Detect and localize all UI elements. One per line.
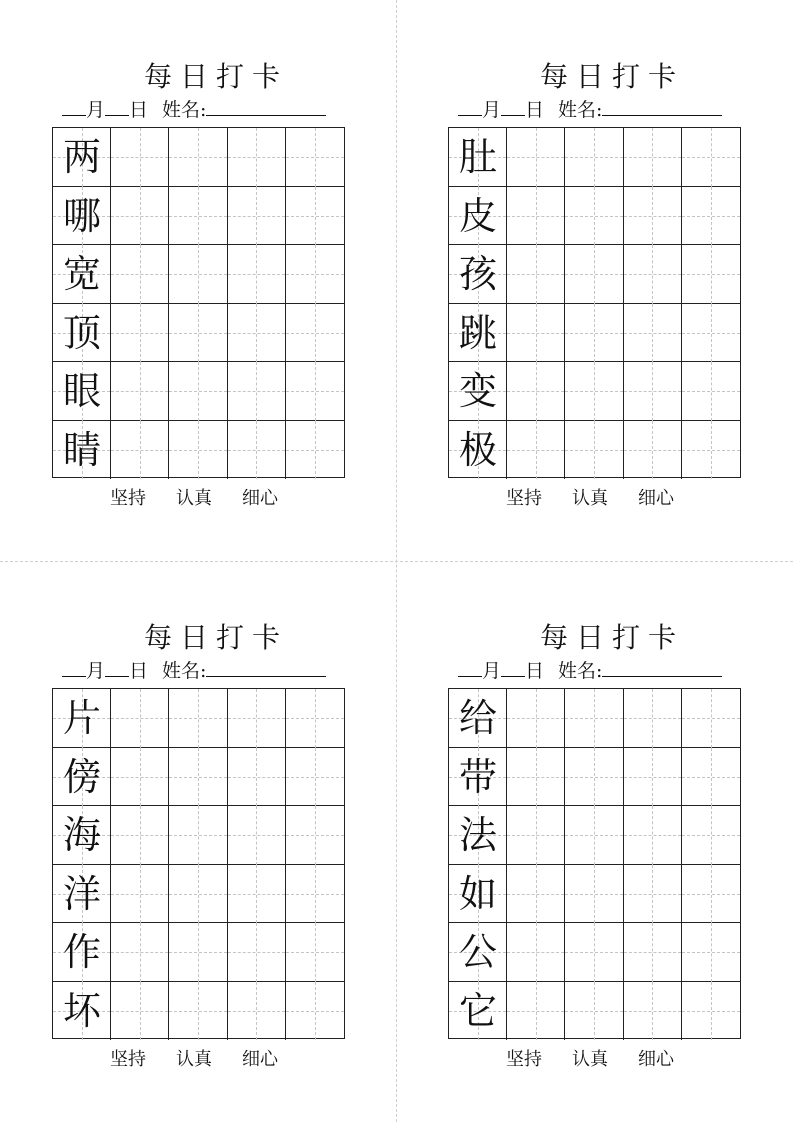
grid-cell[interactable]: [507, 187, 565, 246]
grid-row: [53, 304, 344, 363]
model-character: 洋: [62, 871, 101, 916]
tian-grid: [448, 688, 741, 1039]
grid-cell[interactable]: [169, 689, 227, 748]
grid-cell[interactable]: [624, 362, 682, 421]
grid-cell[interactable]: [507, 128, 565, 187]
grid-cell[interactable]: [286, 982, 344, 1041]
name-blank[interactable]: [602, 659, 722, 677]
model-character: 傍: [62, 754, 101, 799]
grid-cell[interactable]: [286, 187, 344, 246]
grid-cell[interactable]: [228, 982, 286, 1041]
grid-cell: [53, 128, 111, 187]
day-blank[interactable]: [105, 659, 129, 677]
grid-cell[interactable]: [228, 187, 286, 246]
grid-cell[interactable]: [565, 806, 623, 865]
grid-cell[interactable]: [682, 421, 740, 480]
grid-cell[interactable]: [228, 245, 286, 304]
grid-cell[interactable]: [507, 865, 565, 924]
grid-row: [449, 304, 740, 363]
grid-row: [53, 806, 344, 865]
grid-cell[interactable]: [624, 865, 682, 924]
grid-row: [53, 128, 344, 187]
grid-cell[interactable]: [624, 689, 682, 748]
model-character: 海: [62, 813, 101, 857]
motto-word: 坚持: [110, 1049, 146, 1070]
grid-cell[interactable]: [228, 421, 286, 480]
grid-row: [53, 748, 344, 807]
grid-cell[interactable]: [507, 421, 565, 480]
grid-cell[interactable]: [169, 806, 227, 865]
grid-cell[interactable]: [507, 923, 565, 982]
model-character: 宽: [62, 252, 101, 296]
grid-cell: [449, 421, 507, 480]
grid-cell[interactable]: [682, 128, 740, 187]
grid-cell[interactable]: [169, 923, 227, 982]
grid-cell[interactable]: [624, 245, 682, 304]
day-label: 日: [525, 660, 545, 682]
grid-cell[interactable]: [228, 362, 286, 421]
model-character: 作: [62, 930, 101, 974]
grid-cell[interactable]: [286, 362, 344, 421]
date-name-line: [62, 659, 354, 683]
tian-grid: [52, 688, 345, 1039]
grid-row: [53, 865, 344, 924]
motto-word: 细心: [638, 1049, 674, 1070]
model-character: 跳: [458, 310, 497, 355]
grid-cell[interactable]: [507, 689, 565, 748]
grid-row: [449, 362, 740, 421]
grid-cell[interactable]: [682, 748, 740, 807]
model-character: 如: [458, 871, 497, 916]
grid-cell[interactable]: [507, 362, 565, 421]
grid-cell: [53, 421, 111, 480]
grid-cell: [53, 362, 111, 421]
month-label: 月: [86, 660, 106, 682]
grid-row: [53, 245, 344, 304]
grid-cell[interactable]: [228, 304, 286, 363]
model-character: 顶: [62, 310, 101, 355]
grid-cell[interactable]: [682, 806, 740, 865]
model-character: 肚: [458, 135, 497, 179]
grid-cell[interactable]: [286, 748, 344, 807]
grid-cell: [449, 304, 507, 363]
motto-word: 坚持: [110, 488, 146, 509]
grid-cell[interactable]: [228, 806, 286, 865]
grid-cell[interactable]: [682, 865, 740, 924]
grid-cell[interactable]: [565, 187, 623, 246]
model-character: 极: [458, 427, 497, 472]
card-title: 每日打卡: [143, 60, 288, 93]
date-name-line: [62, 98, 354, 122]
grid-cell[interactable]: [286, 923, 344, 982]
grid-cell: [53, 304, 111, 363]
grid-cell: [449, 362, 507, 421]
grid-row: [53, 187, 344, 246]
model-character: 两: [62, 135, 101, 179]
grid-row: [449, 128, 740, 187]
grid-cell[interactable]: [111, 689, 169, 748]
grid-row: [449, 865, 740, 924]
grid-row: [53, 362, 344, 421]
model-character: 坏: [62, 988, 101, 1033]
day-blank[interactable]: [105, 98, 129, 116]
grid-cell[interactable]: [169, 865, 227, 924]
grid-cell[interactable]: [565, 982, 623, 1041]
cut-line-horizontal: [0, 561, 793, 562]
grid-cell[interactable]: [286, 245, 344, 304]
grid-cell[interactable]: [565, 689, 623, 748]
day-blank[interactable]: [501, 659, 525, 677]
motto-word: 细心: [242, 488, 278, 509]
grid-row: [53, 923, 344, 982]
grid-cell[interactable]: [624, 128, 682, 187]
grid-cell[interactable]: [682, 304, 740, 363]
grid-row: [449, 689, 740, 748]
grid-cell: [449, 689, 507, 748]
model-character: 哪: [62, 193, 101, 238]
grid-cell[interactable]: [565, 304, 623, 363]
grid-cell[interactable]: [111, 128, 169, 187]
grid-cell[interactable]: [507, 304, 565, 363]
motto-word: 认真: [176, 1049, 212, 1070]
grid-cell[interactable]: [111, 304, 169, 363]
name-label: 姓名:: [162, 99, 207, 121]
grid-cell[interactable]: [169, 748, 227, 807]
name-blank[interactable]: [602, 98, 722, 116]
day-label: 日: [129, 660, 149, 682]
name-label: 姓名:: [558, 99, 603, 121]
day-blank[interactable]: [501, 98, 525, 116]
model-character: 它: [458, 988, 497, 1033]
grid-cell: [449, 187, 507, 246]
tian-grid: [448, 127, 741, 478]
grid-cell: [449, 748, 507, 807]
grid-cell[interactable]: [682, 362, 740, 421]
grid-cell[interactable]: [286, 421, 344, 480]
grid-cell[interactable]: [565, 128, 623, 187]
grid-cell: [449, 982, 507, 1041]
grid-cell: [53, 806, 111, 865]
grid-cell[interactable]: [682, 245, 740, 304]
name-label: 姓名:: [162, 660, 207, 682]
grid-cell[interactable]: [507, 748, 565, 807]
day-label: 日: [129, 99, 149, 121]
grid-cell: [53, 689, 111, 748]
grid-cell[interactable]: [624, 982, 682, 1041]
grid-cell[interactable]: [286, 128, 344, 187]
grid-cell[interactable]: [111, 245, 169, 304]
model-character: 眼: [62, 369, 101, 413]
grid-cell[interactable]: [169, 982, 227, 1041]
motto-word: 细心: [242, 1049, 278, 1070]
grid-cell: [449, 128, 507, 187]
grid-cell: [449, 923, 507, 982]
grid-cell[interactable]: [286, 304, 344, 363]
motto-word: 细心: [638, 488, 674, 509]
grid-cell[interactable]: [228, 748, 286, 807]
date-name-line: [458, 659, 750, 683]
month-label: 月: [482, 99, 502, 121]
grid-cell: [449, 806, 507, 865]
grid-cell[interactable]: [682, 923, 740, 982]
grid-row: [53, 689, 344, 748]
grid-row: [449, 923, 740, 982]
month-blank[interactable]: [458, 98, 482, 116]
grid-cell[interactable]: [624, 187, 682, 246]
card-title: 每日打卡: [539, 621, 684, 654]
grid-row: [449, 982, 740, 1041]
grid-cell[interactable]: [111, 806, 169, 865]
grid-cell: [449, 245, 507, 304]
grid-row: [449, 806, 740, 865]
model-character: 法: [458, 813, 497, 857]
month-blank[interactable]: [458, 659, 482, 677]
grid-cell[interactable]: [286, 806, 344, 865]
grid-cell[interactable]: [624, 923, 682, 982]
motto-word: 认真: [176, 488, 212, 509]
grid-cell[interactable]: [169, 128, 227, 187]
month-label: 月: [86, 99, 106, 121]
model-character: 片: [62, 696, 101, 740]
grid-cell[interactable]: [169, 362, 227, 421]
grid-cell: [53, 982, 111, 1041]
grid-cell[interactable]: [565, 865, 623, 924]
card-title: 每日打卡: [539, 60, 684, 93]
model-character: 给: [458, 696, 497, 740]
grid-cell: [53, 865, 111, 924]
grid-cell: [53, 748, 111, 807]
grid-row: [449, 421, 740, 480]
grid-cell[interactable]: [682, 982, 740, 1041]
grid-cell[interactable]: [286, 865, 344, 924]
grid-cell[interactable]: [111, 982, 169, 1041]
grid-cell[interactable]: [565, 748, 623, 807]
grid-cell[interactable]: [507, 245, 565, 304]
grid-cell[interactable]: [169, 245, 227, 304]
motto-word: 坚持: [506, 1049, 542, 1070]
grid-cell[interactable]: [228, 923, 286, 982]
grid-cell[interactable]: [624, 748, 682, 807]
grid-cell[interactable]: [111, 748, 169, 807]
model-character: 孩: [458, 252, 497, 296]
name-blank[interactable]: [206, 98, 326, 116]
grid-row: [449, 245, 740, 304]
day-label: 日: [525, 99, 545, 121]
grid-cell[interactable]: [682, 187, 740, 246]
grid-cell[interactable]: [228, 128, 286, 187]
grid-row: [53, 982, 344, 1041]
grid-cell[interactable]: [565, 421, 623, 480]
month-blank[interactable]: [62, 659, 86, 677]
model-character: 皮: [458, 193, 497, 238]
grid-cell: [53, 245, 111, 304]
grid-cell[interactable]: [169, 187, 227, 246]
grid-cell[interactable]: [228, 865, 286, 924]
grid-cell[interactable]: [624, 304, 682, 363]
grid-cell[interactable]: [565, 362, 623, 421]
grid-row: [449, 187, 740, 246]
grid-cell: [53, 923, 111, 982]
grid-cell: [53, 187, 111, 246]
grid-cell[interactable]: [565, 245, 623, 304]
grid-cell[interactable]: [624, 421, 682, 480]
motto-word: 坚持: [506, 488, 542, 509]
grid-cell[interactable]: [111, 865, 169, 924]
model-character: 变: [458, 369, 497, 413]
grid-cell[interactable]: [565, 923, 623, 982]
grid-cell: [449, 865, 507, 924]
grid-cell[interactable]: [169, 421, 227, 480]
card-title: 每日打卡: [143, 621, 288, 654]
grid-cell[interactable]: [111, 362, 169, 421]
grid-cell[interactable]: [111, 923, 169, 982]
motto-word: 认真: [572, 488, 608, 509]
grid-cell[interactable]: [507, 806, 565, 865]
grid-cell[interactable]: [286, 689, 344, 748]
month-blank[interactable]: [62, 98, 86, 116]
model-character: 睛: [62, 427, 101, 472]
model-character: 公: [458, 930, 497, 974]
grid-cell[interactable]: [111, 187, 169, 246]
date-name-line: [458, 98, 750, 122]
month-label: 月: [482, 660, 502, 682]
model-character: 带: [458, 754, 497, 799]
grid-cell[interactable]: [624, 806, 682, 865]
grid-cell[interactable]: [228, 689, 286, 748]
grid-row: [449, 748, 740, 807]
grid-cell[interactable]: [111, 421, 169, 480]
grid-cell[interactable]: [682, 689, 740, 748]
tian-grid: [52, 127, 345, 478]
name-blank[interactable]: [206, 659, 326, 677]
name-label: 姓名:: [558, 660, 603, 682]
grid-cell[interactable]: [169, 304, 227, 363]
grid-cell[interactable]: [507, 982, 565, 1041]
grid-row: [53, 421, 344, 480]
motto-word: 认真: [572, 1049, 608, 1070]
